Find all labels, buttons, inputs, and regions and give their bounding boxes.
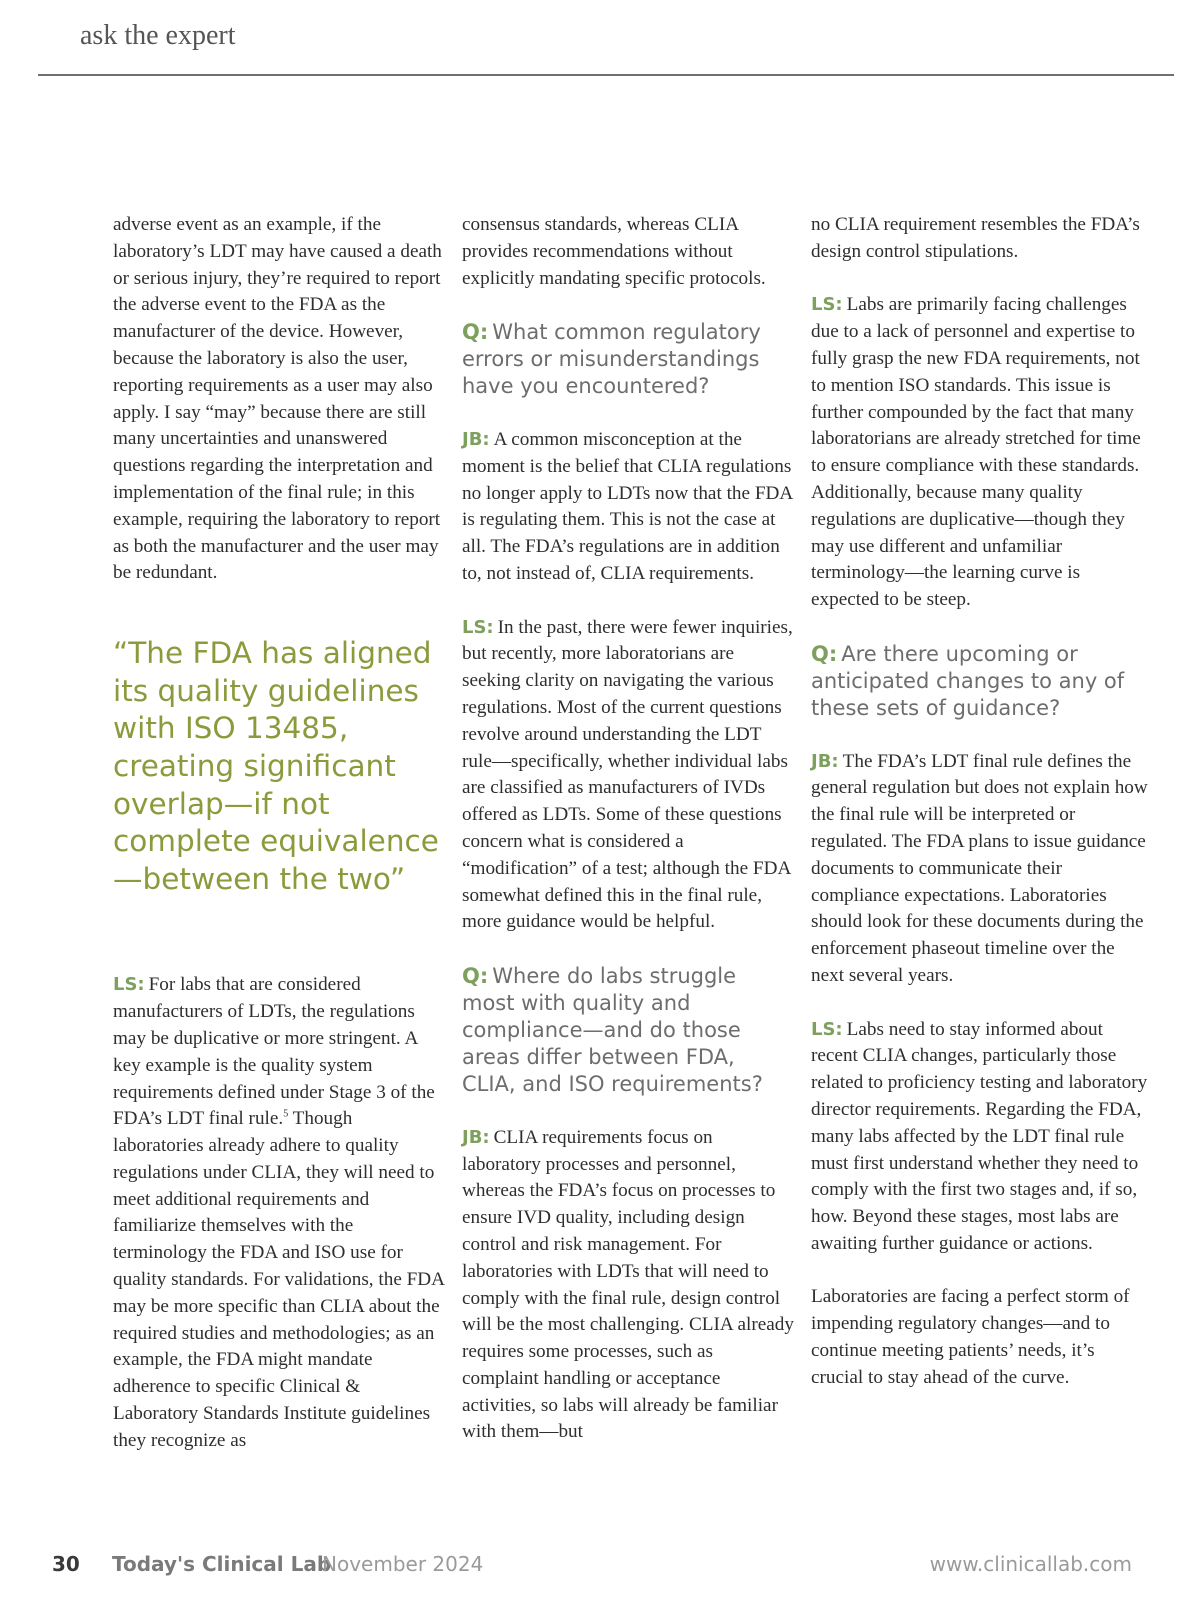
column-1	[113, 212, 445, 1481]
answer	[811, 292, 1151, 614]
speaker-label: LS:	[811, 294, 843, 316]
answer	[462, 1125, 794, 1447]
answer	[811, 749, 1151, 990]
speaker-label: LS:	[462, 616, 494, 638]
answer	[462, 615, 794, 937]
paragraph: no CLIA requirement resembles the FDA’s design control stipulations.	[811, 214, 1140, 262]
closing-paragraph: Laboratories are facing a perfect storm of impending regulatory changes—and to continue meeting patients’ needs, it’s crucial to stay ahead of the curve.	[811, 1286, 1130, 1388]
speaker-label: JB:	[811, 750, 839, 772]
speaker-label: JB:	[462, 428, 490, 450]
question-text: Where do labs struggle most with quality and compliance—and do those areas differ between FDA, CLIA, and ISO requirements?	[462, 963, 763, 1096]
speaker-label: LS:	[811, 1018, 843, 1040]
question-label: Q:	[462, 320, 489, 345]
answer-text: CLIA requirements focus on laboratory processes and personnel, whereas the FDA’s focus on processes to ensure IVD quality, including design control and risk management. For laboratories with LDTs that will need to comply with the final rule, design control will be the most challenging. CLIA already requires some processes, such as complaint handling or acceptance activities, so labs will already be familiar with them—but	[462, 1126, 794, 1443]
paragraph	[113, 972, 445, 1454]
section-label: ask the expert	[80, 20, 236, 51]
answer	[462, 427, 794, 588]
magazine-name: Today's Clinical Lab	[112, 1552, 332, 1576]
question	[811, 641, 1151, 722]
issue-date: November 2024	[322, 1552, 484, 1576]
reference-marker: 5	[283, 1108, 289, 1120]
header-rule	[38, 74, 1174, 76]
answer-text: A common misconception at the moment is the belief that CLIA regulations no longer apply to LDTs now that the FDA is regulating them. This is not the case at all. The FDA’s regulations are in addition to, not instead of, CLIA requirements.	[462, 428, 793, 584]
speaker-label: JB:	[462, 1126, 490, 1148]
answer-text: Labs need to stay informed about recent CLIA changes, particularly those related to proficiency testing and laboratory director requirements. Regarding the FDA, many labs affected by the LDT final rule must first understand whether they need to comply with the first two stages and, if so, how. Beyond these stages, most labs are awaiting further guidance or actions.	[811, 1018, 1148, 1254]
question	[462, 319, 794, 400]
question-label: Q:	[811, 641, 838, 666]
paragraph: adverse event as an example, if the laboratory’s LDT may have caused a death or serious injury, they’re required to report the adverse event to the FDA as the manufacturer of the device. However, because the laboratory is also the user, reporting requirements as a user may also apply. I say “may” because there are still many uncertainties and unanswered questions regarding the interpretation and implementation of the final rule; in this example, requiring the laboratory to report as both the manufacturer and the user may be redundant.	[113, 214, 442, 584]
speaker-label: LS:	[113, 974, 145, 996]
answer-text: The FDA’s LDT final rule defines the general regulation but does not explain how the final rule will be interpreted or regulated. The FDA plans to issue guidance documents to communicate their compliance expectations. Laboratories should look for these documents during the enforcement phaseout timeline over the next several years.	[811, 750, 1148, 986]
site-url[interactable]: www.clinicallab.com	[929, 1552, 1132, 1576]
paragraph-text: Though laboratories already adhere to quality regulations under CLIA, they will need to meet additional requirements and familiarize themselves with the terminology the FDA and ISO use for quality standards. For validations, the FDA may be more specific than CLIA about the required studies and methodologies; as an example, the FDA might mandate adherence to specific Clinical & Laboratory Standards Institute guidelines they recognize as	[113, 1108, 444, 1451]
paragraph: consensus standards, whereas CLIA provides recommendations without explicitly mandating specific protocols.	[462, 214, 766, 289]
paragraph-text: For labs that are considered manufacturers of LDTs, the regulations may be duplicative or more stringent. A key example is the quality system requirements defined under Stage 3 of the FDA’s LDT final rule.	[113, 974, 435, 1130]
question-text: What common regulatory errors or misunderstandings have you encountered?	[462, 320, 761, 399]
question-text: Are there upcoming or anticipated changes to any of these sets of guidance?	[811, 641, 1125, 720]
question-label: Q:	[462, 963, 489, 988]
page-number: 30	[52, 1552, 80, 1576]
answer-text: In the past, there were fewer inquiries, but recently, more laboratorians are seeking clarity on navigating the various regulations. Most of the current questions revolve around understanding the LDT rule—specifically, whether individual labs are classified as manufacturers of IVDs offered as LDTs. Some of these questions concern what is considered a “modification” of a test; although the FDA somewhat defined this in the final rule, more guidance would be helpful.	[462, 616, 793, 933]
answer	[811, 1017, 1151, 1258]
question	[462, 963, 794, 1098]
pull-quote: “The FDA has aligned its quality guidelines with ISO 13485, creating significant overlap—if not complete equivalence—between the two”	[113, 636, 439, 896]
column-3	[811, 212, 1151, 1418]
column-2	[462, 212, 794, 1473]
answer-text: Labs are primarily facing challenges due to a lack of personnel and expertise to fully grasp the new FDA requirements, not to mention ISO standards. This issue is further compounded by the fact that many laboratorians are already stretched for time to ensure compliance with these standards. Additionally, because many quality regulations are duplicative—though they may use different and unfamiliar terminology—the learning curve is expected to be steep.	[811, 294, 1141, 611]
